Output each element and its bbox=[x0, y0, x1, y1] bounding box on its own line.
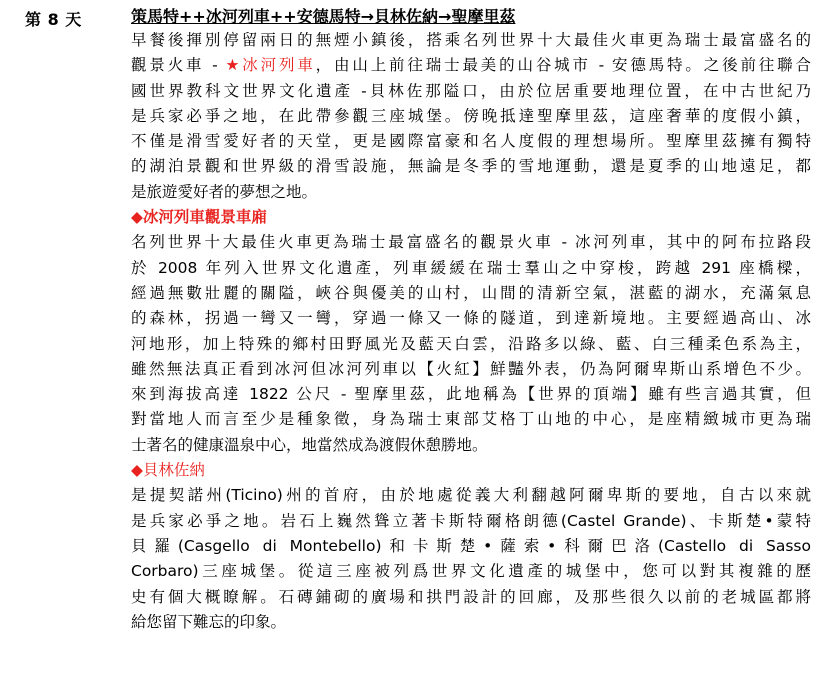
text-line: 是兵家必爭之地，在此帶參觀三座城堡。傍晚抵達聖摩里茲，這座奢華的度假小鎮， bbox=[131, 106, 811, 125]
text-line: 對當地人而言至少是種象徵，身為瑞士東部艾格丁山地的中心，是座精緻城市更為瑞 bbox=[131, 410, 811, 429]
itinerary-content bbox=[131, 5, 811, 635]
text-line: 國世界教科文世界文化遺產 -貝林佐那隘口，由於位居重要地理位置，在中古世紀乃 bbox=[131, 81, 811, 100]
text-line: 河地形，加上特殊的鄉村田野風光及藍天白雲，沿路多以綠、藍、白三種柔色系為主， bbox=[131, 334, 811, 353]
day-label: 第 8 天 bbox=[25, 10, 82, 29]
text-line: 的森林，拐過一彎又一彎，穿過一條又一條的隧道，到達新境地。主要經過高山、冰 bbox=[131, 309, 811, 328]
bellinzona-paragraph bbox=[131, 483, 811, 635]
text-line: Corbaro)三座城堡。從這三座被列爲世界文化遺產的城堡中，您可以對其複雜的歷 bbox=[131, 562, 811, 581]
text-line: 早餐後揮別停留兩日的無煙小鎮後，搭乘名列世界十大最佳火車更為瑞士最富盛名的 bbox=[131, 31, 811, 49]
text-line: 史有個大概瞭解。石磚鋪砌的廣場和拱門設計的回廊，及那些很久以前的老城區都將 bbox=[131, 587, 811, 606]
glacier-paragraph bbox=[131, 230, 811, 458]
text-line: 士著名的健康溫泉中心，地當然成為渡假休憩勝地。 bbox=[131, 435, 488, 454]
text-line: 貝羅(Casgello di Montebello)和卡斯楚•薩索•科爾巴洛(Castello di Sasso bbox=[131, 536, 811, 555]
text-line: 是兵家必爭之地。岩石上巍然聳立著卡斯特爾格朗德(Castel Grande)、卡斯楚•蒙特 bbox=[131, 511, 811, 530]
bellinzona-section-heading: ◆貝林佐納 bbox=[131, 461, 205, 480]
glacier-section-heading: ◆冰河列車觀景車廂 bbox=[131, 208, 267, 227]
text-line: 是旅遊愛好者的夢想之地。 bbox=[131, 182, 318, 201]
text-line: 經過無數壯麗的關隘，峽谷與優美的山村，山間的清新空氣，湛藍的湖水，充滿氣息 bbox=[131, 283, 811, 302]
text-line: 是提契諾州(Ticino)州的首府，由於地處從義大利翻越阿爾卑斯的要地，自古以來就 bbox=[131, 486, 811, 505]
text-line: 的湖泊景觀和世界級的滑雪設施，無論是冬季的雪地運動，還是夏季的山地遠足，都 bbox=[131, 157, 811, 176]
text-line: 名列世界十大最佳火車更為瑞士最富盛名的觀景火車 - 冰河列車，其中的阿布拉路段 bbox=[131, 233, 811, 252]
glacier-express-highlight: ★冰河列車 bbox=[225, 56, 316, 75]
text-line: 給您留下難忘的印象。 bbox=[131, 612, 287, 631]
text-line: 觀景火車 - ★冰河列車，由山上前往瑞士最美的山谷城市 - 安德馬特。之後前往聯合 bbox=[131, 56, 811, 75]
text-line: 於 2008 年列入世界文化遺產，列車緩緩在瑞士羣山之中穿梭，跨越 291 座橋樑， bbox=[131, 258, 811, 277]
intro-paragraph bbox=[131, 28, 811, 205]
text-line: 不僅是滑雪愛好者的天堂，更是國際富豪和名人度假的理想場所。聖摩里茲擁有獨特 bbox=[131, 132, 811, 151]
route-title: 策馬特++冰河列車++安德馬特→貝林佐納→聖摩里茲 bbox=[131, 7, 516, 26]
text-line: 來到海拔高達 1822 公尺 - 聖摩里茲，此地稱為【世界的頂端】雖有些言過其實，但 bbox=[131, 385, 811, 404]
text-line: 雖然無法真正看到冰河但冰河列車以【火紅】鮮豔外表，仍為阿爾卑斯山系增色不少。 bbox=[131, 359, 811, 378]
